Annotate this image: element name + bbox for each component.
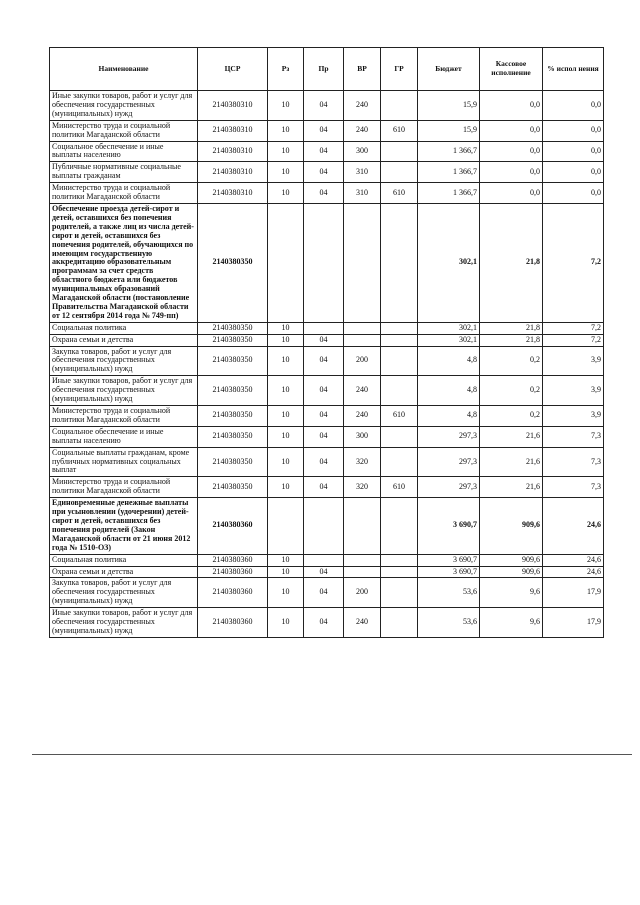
col-header-percent: % испол нения [543,48,604,91]
cell-percent: 7,2 [543,334,604,346]
cell-rz: 10 [268,162,304,183]
cell-percent: 3,9 [543,406,604,427]
table-row [50,554,604,566]
cell-percent: 7,3 [543,426,604,447]
cell-vr: 240 [344,120,381,141]
cell-rz: 10 [268,141,304,162]
cell-budget: 297,3 [418,477,480,498]
cell-cash-execution: 21,8 [480,334,543,346]
cell-budget: 1 366,7 [418,141,480,162]
cell-gr: 610 [381,120,418,141]
cell-rz: 10 [268,608,304,638]
cell-budget: 297,3 [418,426,480,447]
table-header-row [50,48,604,91]
cell-rz: 10 [268,346,304,376]
cell-pr: 04 [304,477,344,498]
cell-cash-execution: 21,6 [480,447,543,477]
cell-name: Социальное обеспечение и иные выплаты населению [50,141,198,162]
col-header-vr: ВР [344,48,381,91]
col-header-name: Наименование [50,48,198,91]
cell-vr: 300 [344,426,381,447]
table-row [50,376,604,406]
cell-vr [344,498,381,554]
cell-vr: 310 [344,183,381,204]
cell-vr: 300 [344,141,381,162]
cell-cash-execution: 0,2 [480,376,543,406]
cell-pr [304,498,344,554]
cell-csr: 2140380310 [198,120,268,141]
cell-cash-execution: 0,2 [480,406,543,427]
cell-budget: 302,1 [418,322,480,334]
cell-pr [304,322,344,334]
cell-cash-execution: 9,6 [480,608,543,638]
cell-budget: 1 366,7 [418,162,480,183]
cell-name: Обеспечение проезда детей-сирот и детей, оставшихся без попечения родителей, а также лиц из числа детей-сирот и детей, оставшихся без попечения родителей, обучающихся по имеющим государственную аккредитацию образовательным программам за счет средств областного бюджета или бюджетов муниципальных образований Магаданской области (постановление Правительства Магаданской области от 12 сентября 2014 года № 749-пп) [50,203,198,322]
cell-rz: 10 [268,376,304,406]
cell-budget: 4,8 [418,406,480,427]
cell-pr: 04 [304,376,344,406]
cell-gr [381,376,418,406]
cell-pr: 04 [304,566,344,578]
cell-name: Министерство труда и социальной политики Магаданской области [50,183,198,204]
cell-rz [268,498,304,554]
cell-budget: 3 690,7 [418,554,480,566]
cell-percent: 7,3 [543,477,604,498]
cell-name: Социальное обеспечение и иные выплаты населению [50,426,198,447]
cell-budget: 4,8 [418,346,480,376]
cell-pr: 04 [304,183,344,204]
cell-cash-execution: 9,6 [480,578,543,608]
cell-csr: 2140380350 [198,376,268,406]
cell-gr [381,578,418,608]
cell-csr: 2140380350 [198,447,268,477]
table-row [50,183,604,204]
cell-rz: 10 [268,554,304,566]
cell-vr: 320 [344,447,381,477]
cell-name: Социальные выплаты гражданам, кроме публичных нормативных социальных выплат [50,447,198,477]
cell-gr [381,346,418,376]
table-row [50,426,604,447]
cell-vr: 240 [344,608,381,638]
cell-csr: 2140380350 [198,477,268,498]
cell-name: Иные закупки товаров, работ и услуг для обеспечения государственных (муниципальных) нужд [50,608,198,638]
cell-percent: 24,6 [543,566,604,578]
cell-gr [381,162,418,183]
cell-cash-execution: 0,0 [480,91,543,121]
cell-csr: 2140380360 [198,554,268,566]
table-row [50,566,604,578]
cell-vr [344,322,381,334]
cell-percent: 0,0 [543,120,604,141]
cell-name: Иные закупки товаров, работ и услуг для обеспечения государственных (муниципальных) нужд [50,376,198,406]
cell-budget: 302,1 [418,334,480,346]
cell-gr [381,498,418,554]
cell-percent: 24,6 [543,498,604,554]
cell-csr: 2140380350 [198,406,268,427]
table-row [50,447,604,477]
table-row [50,578,604,608]
cell-name: Социальная политика [50,322,198,334]
cell-gr [381,91,418,121]
cell-pr: 04 [304,346,344,376]
cell-name: Министерство труда и социальной политики Магаданской области [50,406,198,427]
cell-budget: 53,6 [418,608,480,638]
cell-pr: 04 [304,447,344,477]
cell-percent: 0,0 [543,141,604,162]
col-header-pr: Пр [304,48,344,91]
cell-rz: 10 [268,566,304,578]
cell-gr: 610 [381,406,418,427]
table-row [50,477,604,498]
cell-vr: 200 [344,578,381,608]
cell-csr: 2140380360 [198,608,268,638]
cell-percent: 17,9 [543,578,604,608]
cell-vr: 320 [344,477,381,498]
cell-rz: 10 [268,120,304,141]
cell-gr [381,554,418,566]
cell-pr: 04 [304,162,344,183]
table-row [50,141,604,162]
cell-percent: 7,3 [543,447,604,477]
cell-gr [381,334,418,346]
cell-rz: 10 [268,426,304,447]
cell-csr: 2140380310 [198,183,268,204]
cell-percent: 0,0 [543,183,604,204]
cell-percent: 0,0 [543,91,604,121]
cell-gr: 610 [381,477,418,498]
cell-cash-execution: 909,6 [480,554,543,566]
cell-vr [344,554,381,566]
cell-csr: 2140380350 [198,346,268,376]
table-row [50,346,604,376]
cell-budget: 15,9 [418,91,480,121]
cell-percent: 24,6 [543,554,604,566]
table-row [50,608,604,638]
cell-pr: 04 [304,578,344,608]
cell-cash-execution: 21,6 [480,426,543,447]
cell-name: Охрана семьи и детства [50,566,198,578]
table-row [50,334,604,346]
cell-rz: 10 [268,447,304,477]
cell-rz: 10 [268,406,304,427]
cell-percent: 17,9 [543,608,604,638]
cell-cash-execution: 21,8 [480,322,543,334]
cell-rz: 10 [268,322,304,334]
col-header-gr: ГР [381,48,418,91]
cell-name: Социальная политика [50,554,198,566]
cell-name: Закупка товаров, работ и услуг для обеспечения государственных (муниципальных) нужд [50,578,198,608]
cell-gr [381,141,418,162]
cell-gr [381,447,418,477]
cell-csr: 2140380310 [198,141,268,162]
col-header-cash-execution: Кассовое исполнение [480,48,543,91]
cell-name: Публичные нормативные социальные выплаты гражданам [50,162,198,183]
cell-pr: 04 [304,334,344,346]
cell-cash-execution: 909,6 [480,566,543,578]
cell-vr: 240 [344,376,381,406]
budget-table [49,47,604,638]
cell-rz: 10 [268,334,304,346]
cell-vr: 240 [344,91,381,121]
cell-cash-execution: 0,0 [480,120,543,141]
cell-budget: 297,3 [418,447,480,477]
cell-cash-execution: 0,0 [480,183,543,204]
cell-budget: 15,9 [418,120,480,141]
cell-gr [381,203,418,322]
table-row [50,91,604,121]
cell-cash-execution: 21,6 [480,477,543,498]
cell-cash-execution: 909,6 [480,498,543,554]
cell-vr [344,566,381,578]
cell-csr: 2140380350 [198,203,268,322]
cell-percent: 3,9 [543,346,604,376]
cell-pr [304,554,344,566]
cell-name: Закупка товаров, работ и услуг для обеспечения государственных (муниципальных) нужд [50,346,198,376]
table-row [50,162,604,183]
cell-name: Единовременные денежные выплаты при усыновлении (удочерении) детей-сирот и детей, оставшихся без попечения родителей (Закон Магаданской области от 21 июня 2012 года № 1510-ОЗ) [50,498,198,554]
cell-gr [381,608,418,638]
cell-rz: 10 [268,578,304,608]
cell-gr [381,566,418,578]
cell-vr: 200 [344,346,381,376]
cell-pr: 04 [304,141,344,162]
cell-csr: 2140380360 [198,498,268,554]
cell-budget: 4,8 [418,376,480,406]
cell-rz: 10 [268,183,304,204]
cell-cash-execution: 0,0 [480,162,543,183]
col-header-csr: ЦСР [198,48,268,91]
col-header-rz: Рз [268,48,304,91]
table-row [50,120,604,141]
cell-pr: 04 [304,91,344,121]
cell-name: Иные закупки товаров, работ и услуг для обеспечения государственных (муниципальных) нужд [50,91,198,121]
cell-budget: 1 366,7 [418,183,480,204]
cell-cash-execution: 21,8 [480,203,543,322]
table-row [50,322,604,334]
cell-pr: 04 [304,120,344,141]
cell-pr: 04 [304,608,344,638]
page-divider [32,754,632,755]
cell-gr [381,322,418,334]
cell-pr: 04 [304,406,344,427]
col-header-budget: Бюджет [418,48,480,91]
cell-rz [268,203,304,322]
cell-budget: 53,6 [418,578,480,608]
cell-vr: 240 [344,406,381,427]
cell-cash-execution: 0,0 [480,141,543,162]
cell-pr: 04 [304,426,344,447]
cell-name: Охрана семьи и детства [50,334,198,346]
cell-csr: 2140380310 [198,91,268,121]
cell-rz: 10 [268,91,304,121]
cell-csr: 2140380350 [198,334,268,346]
cell-percent: 3,9 [543,376,604,406]
cell-vr: 310 [344,162,381,183]
cell-budget: 3 690,7 [418,566,480,578]
cell-pr [304,203,344,322]
cell-rz: 10 [268,477,304,498]
cell-csr: 2140380310 [198,162,268,183]
cell-gr: 610 [381,183,418,204]
cell-budget: 3 690,7 [418,498,480,554]
cell-percent: 7,2 [543,203,604,322]
cell-percent: 7,2 [543,322,604,334]
cell-name: Министерство труда и социальной политики Магаданской области [50,477,198,498]
cell-csr: 2140380360 [198,578,268,608]
table-row [50,203,604,322]
cell-name: Министерство труда и социальной политики Магаданской области [50,120,198,141]
cell-gr [381,426,418,447]
cell-percent: 0,0 [543,162,604,183]
cell-budget: 302,1 [418,203,480,322]
cell-csr: 2140380350 [198,322,268,334]
cell-csr: 2140380360 [198,566,268,578]
cell-csr: 2140380350 [198,426,268,447]
cell-vr [344,203,381,322]
cell-cash-execution: 0,2 [480,346,543,376]
table-row [50,406,604,427]
table-row [50,498,604,554]
cell-vr [344,334,381,346]
